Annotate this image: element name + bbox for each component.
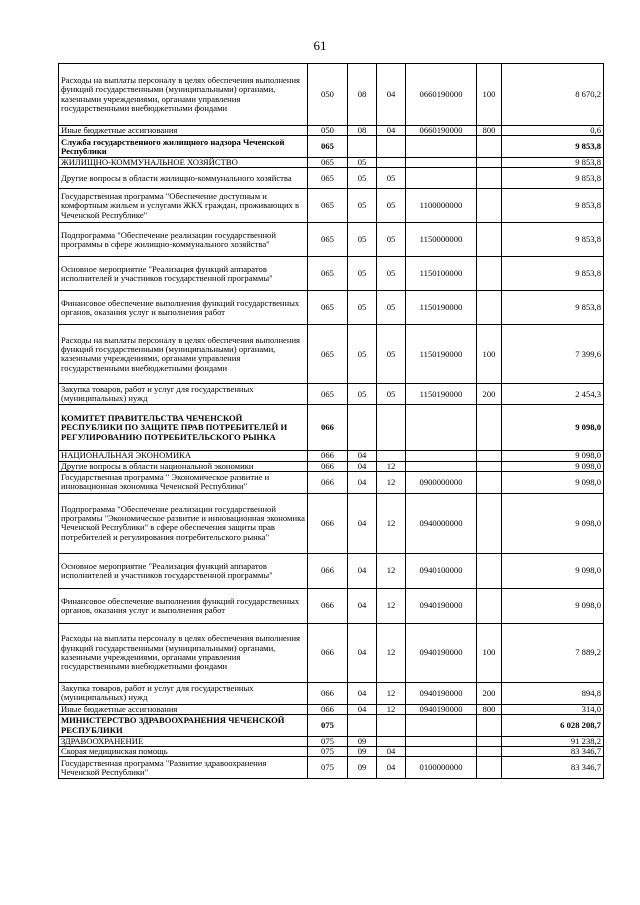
row-pr-cell: 04 — [377, 757, 406, 779]
row-rz-cell: 04 — [348, 461, 377, 471]
row-csr-cell — [406, 451, 477, 461]
row-name-cell: ЖИЛИЩНО-КОММУНАЛЬНОЕ ХОЗЯЙСТВО — [59, 158, 308, 168]
row-vr-cell — [477, 588, 502, 623]
row-csr-cell: 0100000000 — [406, 757, 477, 779]
row-ved-cell: 075 — [308, 737, 348, 747]
row-vr-cell — [477, 493, 502, 553]
table-row — [59, 405, 604, 451]
row-ved-cell: 065 — [308, 325, 348, 384]
row-ved-cell: 050 — [308, 126, 348, 136]
row-ved-cell: 066 — [308, 682, 348, 704]
row-ved-cell: 066 — [308, 588, 348, 623]
row-rz-cell: 05 — [348, 384, 377, 405]
row-vr-cell: 100 — [477, 325, 502, 384]
row-sum-cell: 9 098,0 — [502, 405, 604, 451]
row-rz-cell: 04 — [348, 451, 377, 461]
row-sum-cell: 9 853,8 — [502, 168, 604, 189]
row-csr-cell: 1100000000 — [406, 189, 477, 223]
row-pr-cell: 04 — [377, 126, 406, 136]
row-pr-cell — [377, 136, 406, 158]
row-sum-cell: 83 346,7 — [502, 757, 604, 779]
row-rz-cell: 05 — [348, 291, 377, 325]
row-csr-cell: 1150190000 — [406, 291, 477, 325]
table-row — [59, 493, 604, 553]
row-ved-cell: 065 — [308, 158, 348, 168]
row-csr-cell — [406, 136, 477, 158]
row-sum-cell: 9 853,8 — [502, 158, 604, 168]
row-rz-cell: 04 — [348, 682, 377, 704]
row-name-cell: Основное мероприятие "Реализация функций аппаратов исполнителей и участников государственной программы" — [59, 553, 308, 588]
row-rz-cell: 04 — [348, 623, 377, 682]
row-name-cell: Государственная программа "Развитие здравоохранения Чеченской Республики" — [59, 757, 308, 779]
row-name-cell: Государственная программа "Обеспечение доступным и комфортным жильем и услугами ЖКХ граждан, проживающих в Чеченской Республике" — [59, 189, 308, 223]
table-row — [59, 325, 604, 384]
row-csr-cell: 0940190000 — [406, 704, 477, 714]
row-csr-cell: 0660190000 — [406, 126, 477, 136]
row-vr-cell: 200 — [477, 384, 502, 405]
table-row — [59, 588, 604, 623]
table-row — [59, 64, 604, 126]
row-name-cell: Закупка товаров, работ и услуг для государственных (муниципальных) нужд — [59, 682, 308, 704]
row-pr-cell: 05 — [377, 325, 406, 384]
row-vr-cell — [477, 553, 502, 588]
row-sum-cell: 8 670,2 — [502, 64, 604, 126]
table-row — [59, 471, 604, 493]
row-rz-cell: 04 — [348, 471, 377, 493]
row-vr-cell: 200 — [477, 682, 502, 704]
table-row — [59, 189, 604, 223]
row-pr-cell: 05 — [377, 223, 406, 257]
row-vr-cell — [477, 168, 502, 189]
table-row — [59, 704, 604, 714]
row-rz-cell: 05 — [348, 325, 377, 384]
row-sum-cell: 7 889,2 — [502, 623, 604, 682]
table-row — [59, 257, 604, 291]
row-csr-cell: 1150100000 — [406, 257, 477, 291]
row-rz-cell: 08 — [348, 126, 377, 136]
row-ved-cell: 075 — [308, 757, 348, 779]
table-row — [59, 168, 604, 189]
row-rz-cell — [348, 136, 377, 158]
row-rz-cell — [348, 405, 377, 451]
row-name-cell: Государственная программа " Экономическое развитие и инновационная экономика Чеченской Республики" — [59, 471, 308, 493]
row-sum-cell: 9 098,0 — [502, 588, 604, 623]
row-vr-cell: 800 — [477, 704, 502, 714]
row-name-cell: Расходы на выплаты персоналу в целях обеспечения выполнения функций государственными (муниципальными) органами, казенными учреждениями, органами управления государственными внебюджетными фондами — [59, 64, 308, 126]
row-vr-cell — [477, 257, 502, 291]
row-csr-cell — [406, 461, 477, 471]
row-sum-cell: 2 454,3 — [502, 384, 604, 405]
row-vr-cell — [477, 737, 502, 747]
row-sum-cell: 314,0 — [502, 704, 604, 714]
table-row — [59, 136, 604, 158]
table-row — [59, 553, 604, 588]
table-row — [59, 715, 604, 737]
row-ved-cell: 066 — [308, 405, 348, 451]
row-name-cell: МИНИСТЕРСТВО ЗДРАВООХРАНЕНИЯ ЧЕЧЕНСКОЙ РЕСПУБЛИКИ — [59, 715, 308, 737]
row-csr-cell — [406, 168, 477, 189]
table-row — [59, 384, 604, 405]
row-vr-cell: 100 — [477, 64, 502, 126]
row-sum-cell: 9 098,0 — [502, 471, 604, 493]
row-sum-cell: 9 853,8 — [502, 223, 604, 257]
row-sum-cell: 6 028 208,7 — [502, 715, 604, 737]
row-vr-cell — [477, 189, 502, 223]
row-pr-cell — [377, 451, 406, 461]
row-sum-cell: 9 098,0 — [502, 553, 604, 588]
row-pr-cell — [377, 158, 406, 168]
row-pr-cell: 12 — [377, 493, 406, 553]
row-csr-cell: 0940190000 — [406, 623, 477, 682]
row-pr-cell: 12 — [377, 588, 406, 623]
row-sum-cell: 894,8 — [502, 682, 604, 704]
row-vr-cell: 800 — [477, 126, 502, 136]
table-row — [59, 737, 604, 747]
row-csr-cell — [406, 715, 477, 737]
row-pr-cell: 05 — [377, 257, 406, 291]
row-rz-cell: 09 — [348, 737, 377, 747]
table-row — [59, 158, 604, 168]
row-csr-cell: 0660190000 — [406, 64, 477, 126]
row-rz-cell: 08 — [348, 64, 377, 126]
row-sum-cell: 9 853,8 — [502, 291, 604, 325]
row-rz-cell: 05 — [348, 189, 377, 223]
row-ved-cell: 065 — [308, 189, 348, 223]
row-sum-cell: 9 853,8 — [502, 189, 604, 223]
row-rz-cell: 05 — [348, 158, 377, 168]
row-pr-cell: 12 — [377, 461, 406, 471]
row-sum-cell: 91 238,2 — [502, 737, 604, 747]
row-vr-cell — [477, 715, 502, 737]
table-row — [59, 451, 604, 461]
row-ved-cell: 065 — [308, 223, 348, 257]
row-vr-cell — [477, 291, 502, 325]
row-rz-cell: 04 — [348, 493, 377, 553]
row-sum-cell: 9 853,8 — [502, 136, 604, 158]
row-sum-cell: 9 098,0 — [502, 461, 604, 471]
row-rz-cell: 05 — [348, 223, 377, 257]
table-row — [59, 126, 604, 136]
table-row — [59, 291, 604, 325]
row-pr-cell: 12 — [377, 623, 406, 682]
row-ved-cell: 066 — [308, 461, 348, 471]
row-sum-cell: 9 098,0 — [502, 493, 604, 553]
row-vr-cell — [477, 471, 502, 493]
row-name-cell: Расходы на выплаты персоналу в целях обеспечения выполнения функций государственными (муниципальными) органами, казенными учреждениями, органами управления государственными внебюджетными фондами — [59, 325, 308, 384]
row-pr-cell — [377, 737, 406, 747]
row-ved-cell: 066 — [308, 623, 348, 682]
row-pr-cell: 05 — [377, 384, 406, 405]
row-vr-cell: 100 — [477, 623, 502, 682]
row-pr-cell: 12 — [377, 471, 406, 493]
table-row — [59, 757, 604, 779]
row-name-cell: Расходы на выплаты персоналу в целях обеспечения выполнения функций государственными (муниципальными) органами, казенными учреждениями, органами управления государственными внебюджетными фондами — [59, 623, 308, 682]
row-pr-cell: 05 — [377, 189, 406, 223]
row-csr-cell: 1150190000 — [406, 325, 477, 384]
row-csr-cell — [406, 747, 477, 757]
row-vr-cell — [477, 405, 502, 451]
row-ved-cell: 066 — [308, 553, 348, 588]
row-ved-cell: 065 — [308, 384, 348, 405]
row-vr-cell — [477, 223, 502, 257]
row-vr-cell — [477, 461, 502, 471]
table-row — [59, 623, 604, 682]
row-csr-cell — [406, 158, 477, 168]
row-csr-cell — [406, 737, 477, 747]
row-vr-cell — [477, 757, 502, 779]
row-vr-cell — [477, 451, 502, 461]
row-pr-cell: 12 — [377, 704, 406, 714]
row-pr-cell: 04 — [377, 64, 406, 126]
row-csr-cell: 0940190000 — [406, 682, 477, 704]
row-name-cell: Скорая медицинская помощь — [59, 747, 308, 757]
row-sum-cell: 0,6 — [502, 126, 604, 136]
budget-table-body — [59, 64, 604, 779]
row-name-cell: НАЦИОНАЛЬНАЯ ЭКОНОМИКА — [59, 451, 308, 461]
row-ved-cell: 065 — [308, 136, 348, 158]
row-csr-cell: 0940000000 — [406, 493, 477, 553]
row-rz-cell: 04 — [348, 704, 377, 714]
row-csr-cell: 0940100000 — [406, 553, 477, 588]
row-name-cell: КОМИТЕТ ПРАВИТЕЛЬСТВА ЧЕЧЕНСКОЙ РЕСПУБЛИКИ ПО ЗАЩИТЕ ПРАВ ПОТРЕБИТЕЛЕЙ И РЕГУЛИРОВАНИЮ ПОТРЕБИТЕЛЬСКОГО РЫНКА — [59, 405, 308, 451]
row-pr-cell: 05 — [377, 291, 406, 325]
row-name-cell: ЗДРАВООХРАНЕНИЕ — [59, 737, 308, 747]
row-vr-cell — [477, 747, 502, 757]
row-name-cell: Служба государственного жилищного надзора Чеченской Республики — [59, 136, 308, 158]
row-sum-cell: 9 098,0 — [502, 451, 604, 461]
row-sum-cell: 7 399,6 — [502, 325, 604, 384]
row-name-cell: Финансовое обеспечение выполнения функций государственных органов, оказания услуг и выполнения работ — [59, 588, 308, 623]
row-ved-cell: 066 — [308, 471, 348, 493]
row-rz-cell: 04 — [348, 588, 377, 623]
row-name-cell: Другие вопросы в области национальной экономики — [59, 461, 308, 471]
row-rz-cell: 09 — [348, 757, 377, 779]
row-name-cell: Иные бюджетные ассигнования — [59, 126, 308, 136]
row-name-cell: Финансовое обеспечение выполнения функций государственных органов, оказания услуг и выполнения работ — [59, 291, 308, 325]
row-pr-cell — [377, 715, 406, 737]
row-pr-cell: 12 — [377, 682, 406, 704]
row-rz-cell: 05 — [348, 168, 377, 189]
row-pr-cell: 04 — [377, 747, 406, 757]
row-csr-cell: 0900000000 — [406, 471, 477, 493]
row-name-cell: Иные бюджетные ассигнования — [59, 704, 308, 714]
row-name-cell: Другие вопросы в области жилищно-коммунального хозяйства — [59, 168, 308, 189]
row-pr-cell: 05 — [377, 168, 406, 189]
row-pr-cell: 12 — [377, 553, 406, 588]
row-ved-cell: 066 — [308, 493, 348, 553]
row-vr-cell — [477, 158, 502, 168]
row-sum-cell: 83 346,7 — [502, 747, 604, 757]
budget-table — [58, 63, 604, 779]
row-sum-cell: 9 853,8 — [502, 257, 604, 291]
row-rz-cell: 04 — [348, 553, 377, 588]
row-ved-cell: 050 — [308, 64, 348, 126]
row-name-cell: Основное мероприятие "Реализация функций аппаратов исполнителей и участников государственной программы" — [59, 257, 308, 291]
row-name-cell: Подпрограмма "Обеспечение реализации государственной программы в сфере жилищно-коммунального хозяйства" — [59, 223, 308, 257]
row-csr-cell: 1150000000 — [406, 223, 477, 257]
row-rz-cell: 05 — [348, 257, 377, 291]
table-row — [59, 461, 604, 471]
row-rz-cell: 09 — [348, 747, 377, 757]
page-number: 61 — [313, 38, 327, 53]
row-name-cell: Подпрограмма "Обеспечение реализации государственной программы "Экономическое развитие и инновационная экономика Чеченской Республики" в сфере обеспечения защиты прав потребителей и регулирования потребительского рынка" — [59, 493, 308, 553]
row-name-cell: Закупка товаров, работ и услуг для государственных (муниципальных) нужд — [59, 384, 308, 405]
row-csr-cell: 1150190000 — [406, 384, 477, 405]
row-ved-cell: 065 — [308, 291, 348, 325]
row-ved-cell: 066 — [308, 704, 348, 714]
row-ved-cell: 075 — [308, 715, 348, 737]
row-ved-cell: 065 — [308, 257, 348, 291]
row-ved-cell: 075 — [308, 747, 348, 757]
row-pr-cell — [377, 405, 406, 451]
row-csr-cell — [406, 405, 477, 451]
table-row — [59, 682, 604, 704]
row-csr-cell: 0940190000 — [406, 588, 477, 623]
row-ved-cell: 065 — [308, 168, 348, 189]
row-ved-cell: 066 — [308, 451, 348, 461]
table-row — [59, 747, 604, 757]
table-row — [59, 223, 604, 257]
row-rz-cell — [348, 715, 377, 737]
row-vr-cell — [477, 136, 502, 158]
